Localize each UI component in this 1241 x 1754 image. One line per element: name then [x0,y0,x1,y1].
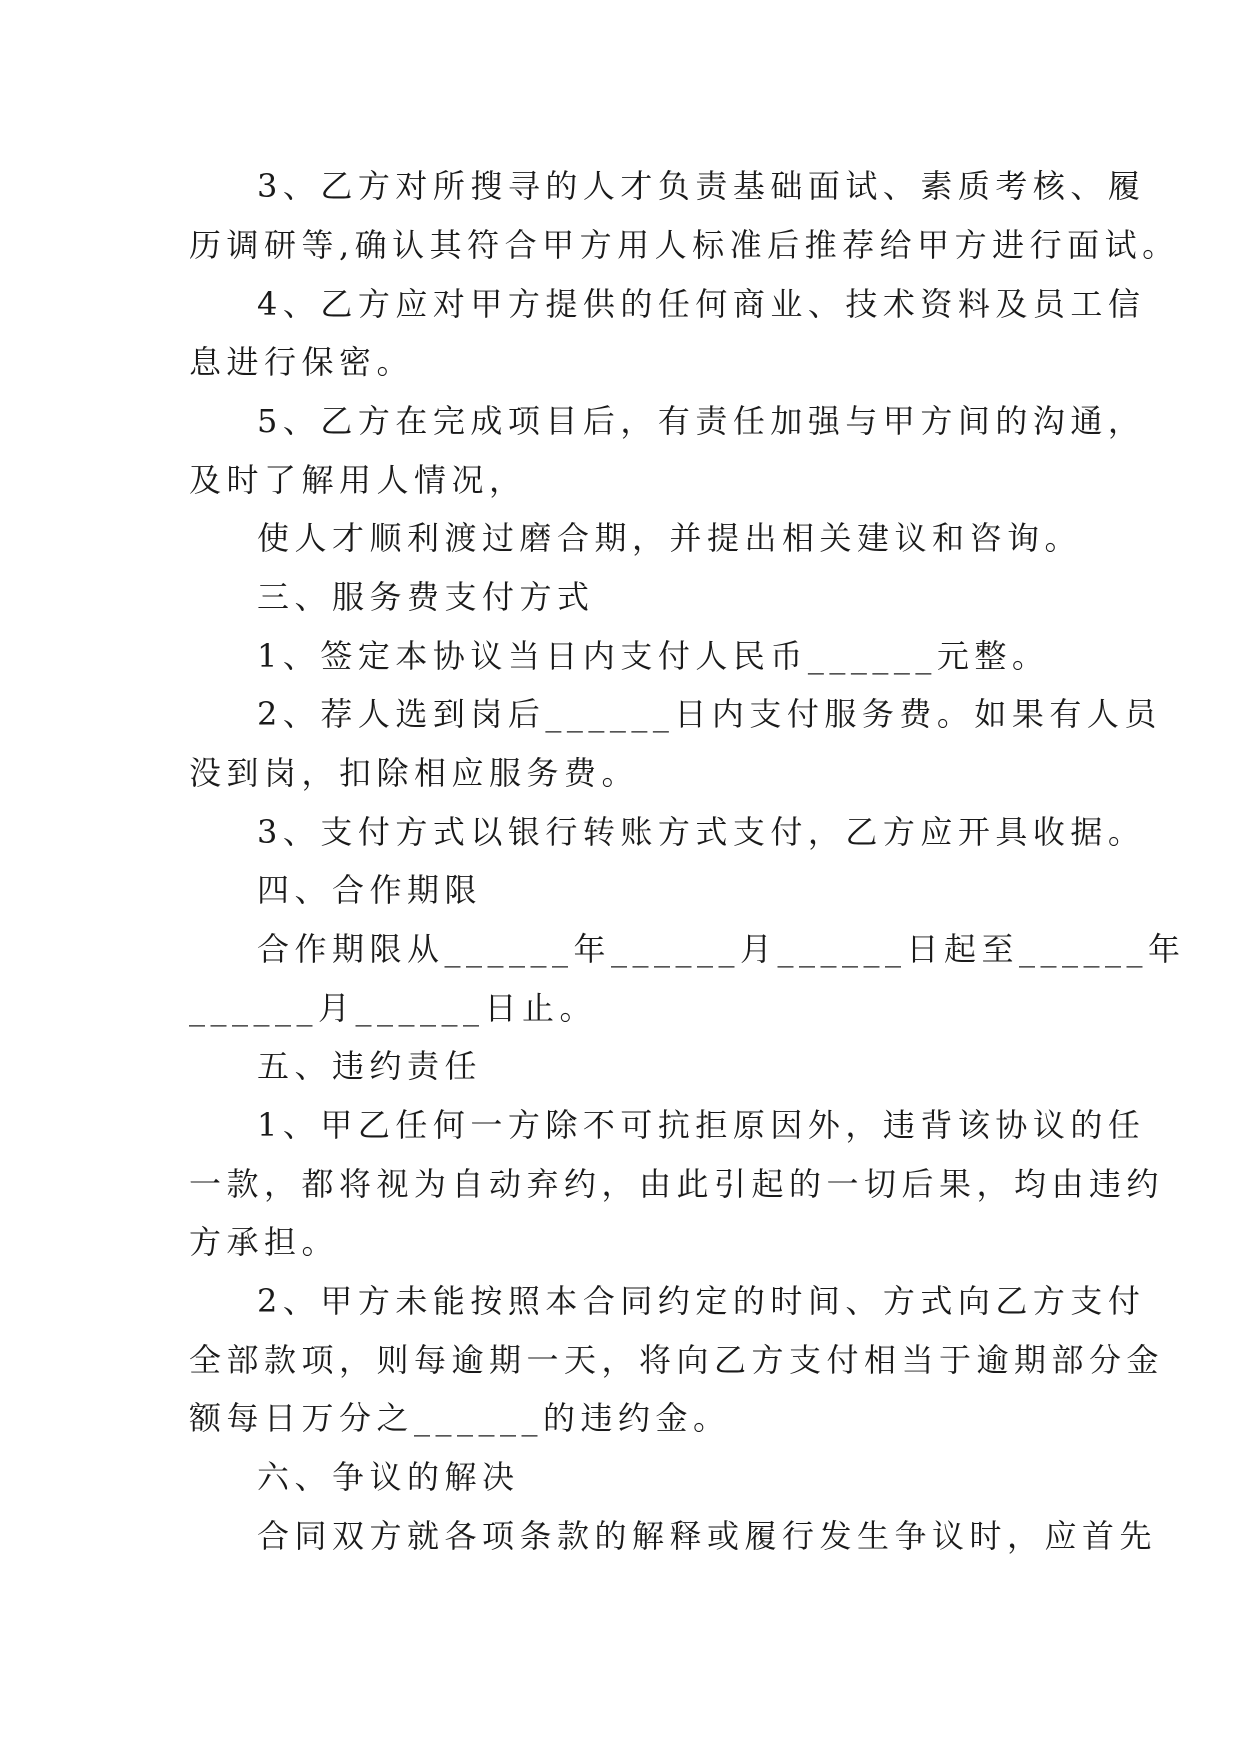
paragraph-line: 使人才顺利渡过磨合期，并提出相关建议和咨询。 [257,519,1083,557]
paragraph-line: 1、甲乙任何一方除不可抗拒原因外，违背该协议的任 [257,1106,1146,1144]
paragraph-line: 合作期限从______年______月______日起至______年 [257,930,1186,968]
section-heading: 四、合作期限 [257,871,483,909]
paragraph-line: 4、乙方应对甲方提供的任何商业、技术资料及员工信 [257,285,1146,323]
paragraph-line: 历调研等,确认其符合甲方用人标准后推荐给甲方进行面试。 [189,226,1180,264]
paragraph-line: 及时了解用人情况， [189,461,527,499]
paragraph-line: 2、甲方未能按照本合同约定的时间、方式向乙方支付 [257,1282,1146,1320]
paragraph-line: 没到岗，扣除相应服务费。 [189,754,640,792]
paragraph-line: 额每日万分之______的违约金。 [189,1399,731,1437]
section-heading: 五、违约责任 [257,1047,483,1085]
paragraph-line: 一款，都将视为自动弃约，由此引起的一切后果，均由违约 [189,1165,1165,1203]
section-heading: 三、服务费支付方式 [257,578,595,616]
paragraph-line: 3、支付方式以银行转账方式支付，乙方应开具收据。 [257,813,1146,851]
paragraph-line: 息进行保密。 [189,343,415,381]
paragraph-line: 5、乙方在完成项目后，有责任加强与甲方间的沟通， [257,402,1146,440]
paragraph-line: 2、荐人选到岗后______日内支付服务费。如果有人员 [257,695,1162,733]
paragraph-line: 3、乙方对所搜寻的人才负责基础面试、素质考核、履 [257,167,1146,205]
paragraph-line: 合同双方就各项条款的解释或履行发生争议时，应首先 [257,1517,1158,1555]
paragraph-line: 方承担。 [189,1223,340,1261]
paragraph-line: 1、签定本协议当日内支付人民币______元整。 [257,637,1050,675]
section-heading: 六、争议的解决 [257,1458,520,1496]
paragraph-line: 全部款项，则每逾期一天，将向乙方支付相当于逾期部分金 [189,1341,1165,1379]
paragraph-line: ______月______日止。 [189,989,598,1027]
